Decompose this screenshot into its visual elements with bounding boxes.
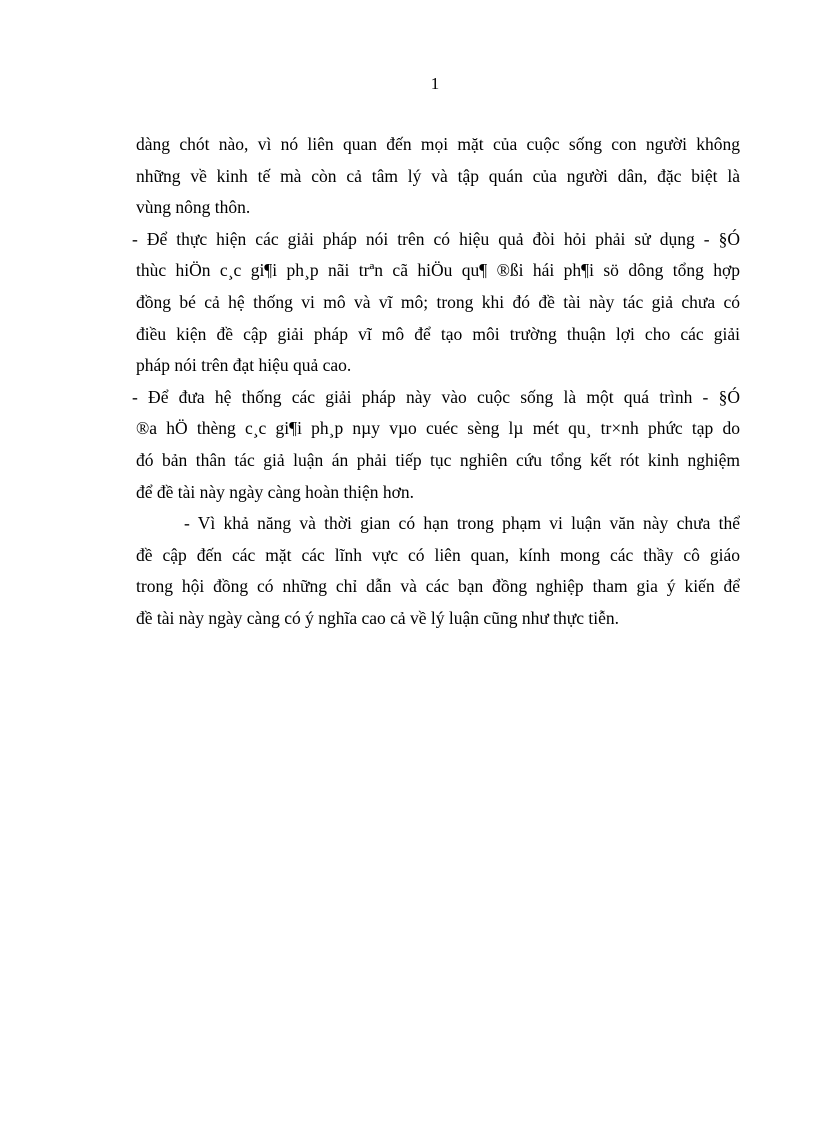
- page-number: 1: [430, 74, 440, 93]
- paragraph-1: [136, 129, 740, 224]
- text-line: đề tài này ngày càng có ý nghĩa cao cả về lý luận cũng như thực tiễn.: [136, 607, 620, 628]
- text-line: để đề tài này ngày càng hoàn thiện hơn.: [136, 481, 414, 502]
- text-line: những về kinh tế mà còn cả tâm lý và tập quán của người dân, đặc biệt là: [136, 165, 740, 186]
- text-line: thùc hiÖn c¸c gi¶i ph¸p nãi trªn cã hiÖu qu¶ ®ßi hái ph¶i sö dông tổng hợp: [136, 260, 740, 281]
- text-line: pháp nói trên đạt hiệu quả cao.: [136, 355, 352, 376]
- text-line: ®a hÖ thèng c¸c gi¶i ph¸p nµy vµo cuéc sèng lµ mét qu¸ tr×nh phức tạp do: [136, 418, 740, 439]
- text-line: trong hội đồng có những chỉ dẫn và các bạn đồng nghiệp tham gia ý kiến để: [136, 576, 740, 597]
- text-line: vùng nông thôn.: [136, 197, 251, 218]
- text-line: đó bản thân tác giả luận án phải tiếp tục nghiên cứu tổng kết rót kinh nghiệm: [136, 449, 740, 470]
- text-line: điều kiện đề cập giải pháp vĩ mô để tạo môi trường thuận lợi cho các giải: [136, 323, 740, 344]
- paragraph-4: [136, 508, 740, 634]
- text-line: - Để thực hiện các giải pháp nói trên có hiệu quả đòi hỏi phải sử dụng - §Ó: [132, 228, 740, 249]
- text-line: - Để đưa hệ thống các giải pháp này vào cuộc sống là một quá trình - §Ó: [132, 386, 740, 407]
- body-text: [132, 129, 740, 635]
- paragraph-2: [132, 224, 740, 382]
- text-line: dàng chót nào, vì nó liên quan đến mọi mặt của cuộc sống con người không: [136, 134, 740, 154]
- text-line: - Vì khả năng và thời gian có hạn trong phạm vi luận văn này chưa thể: [184, 513, 740, 534]
- paragraph-3: [132, 382, 740, 508]
- text-line: đồng bé cả hệ thống vi mô và vĩ mô; trong khi đó đề tài này tác giả chưa có: [136, 291, 740, 312]
- text-line: đề cập đến các mặt các lĩnh vực có liên quan, kính mong các thầy cô giáo: [136, 544, 740, 565]
